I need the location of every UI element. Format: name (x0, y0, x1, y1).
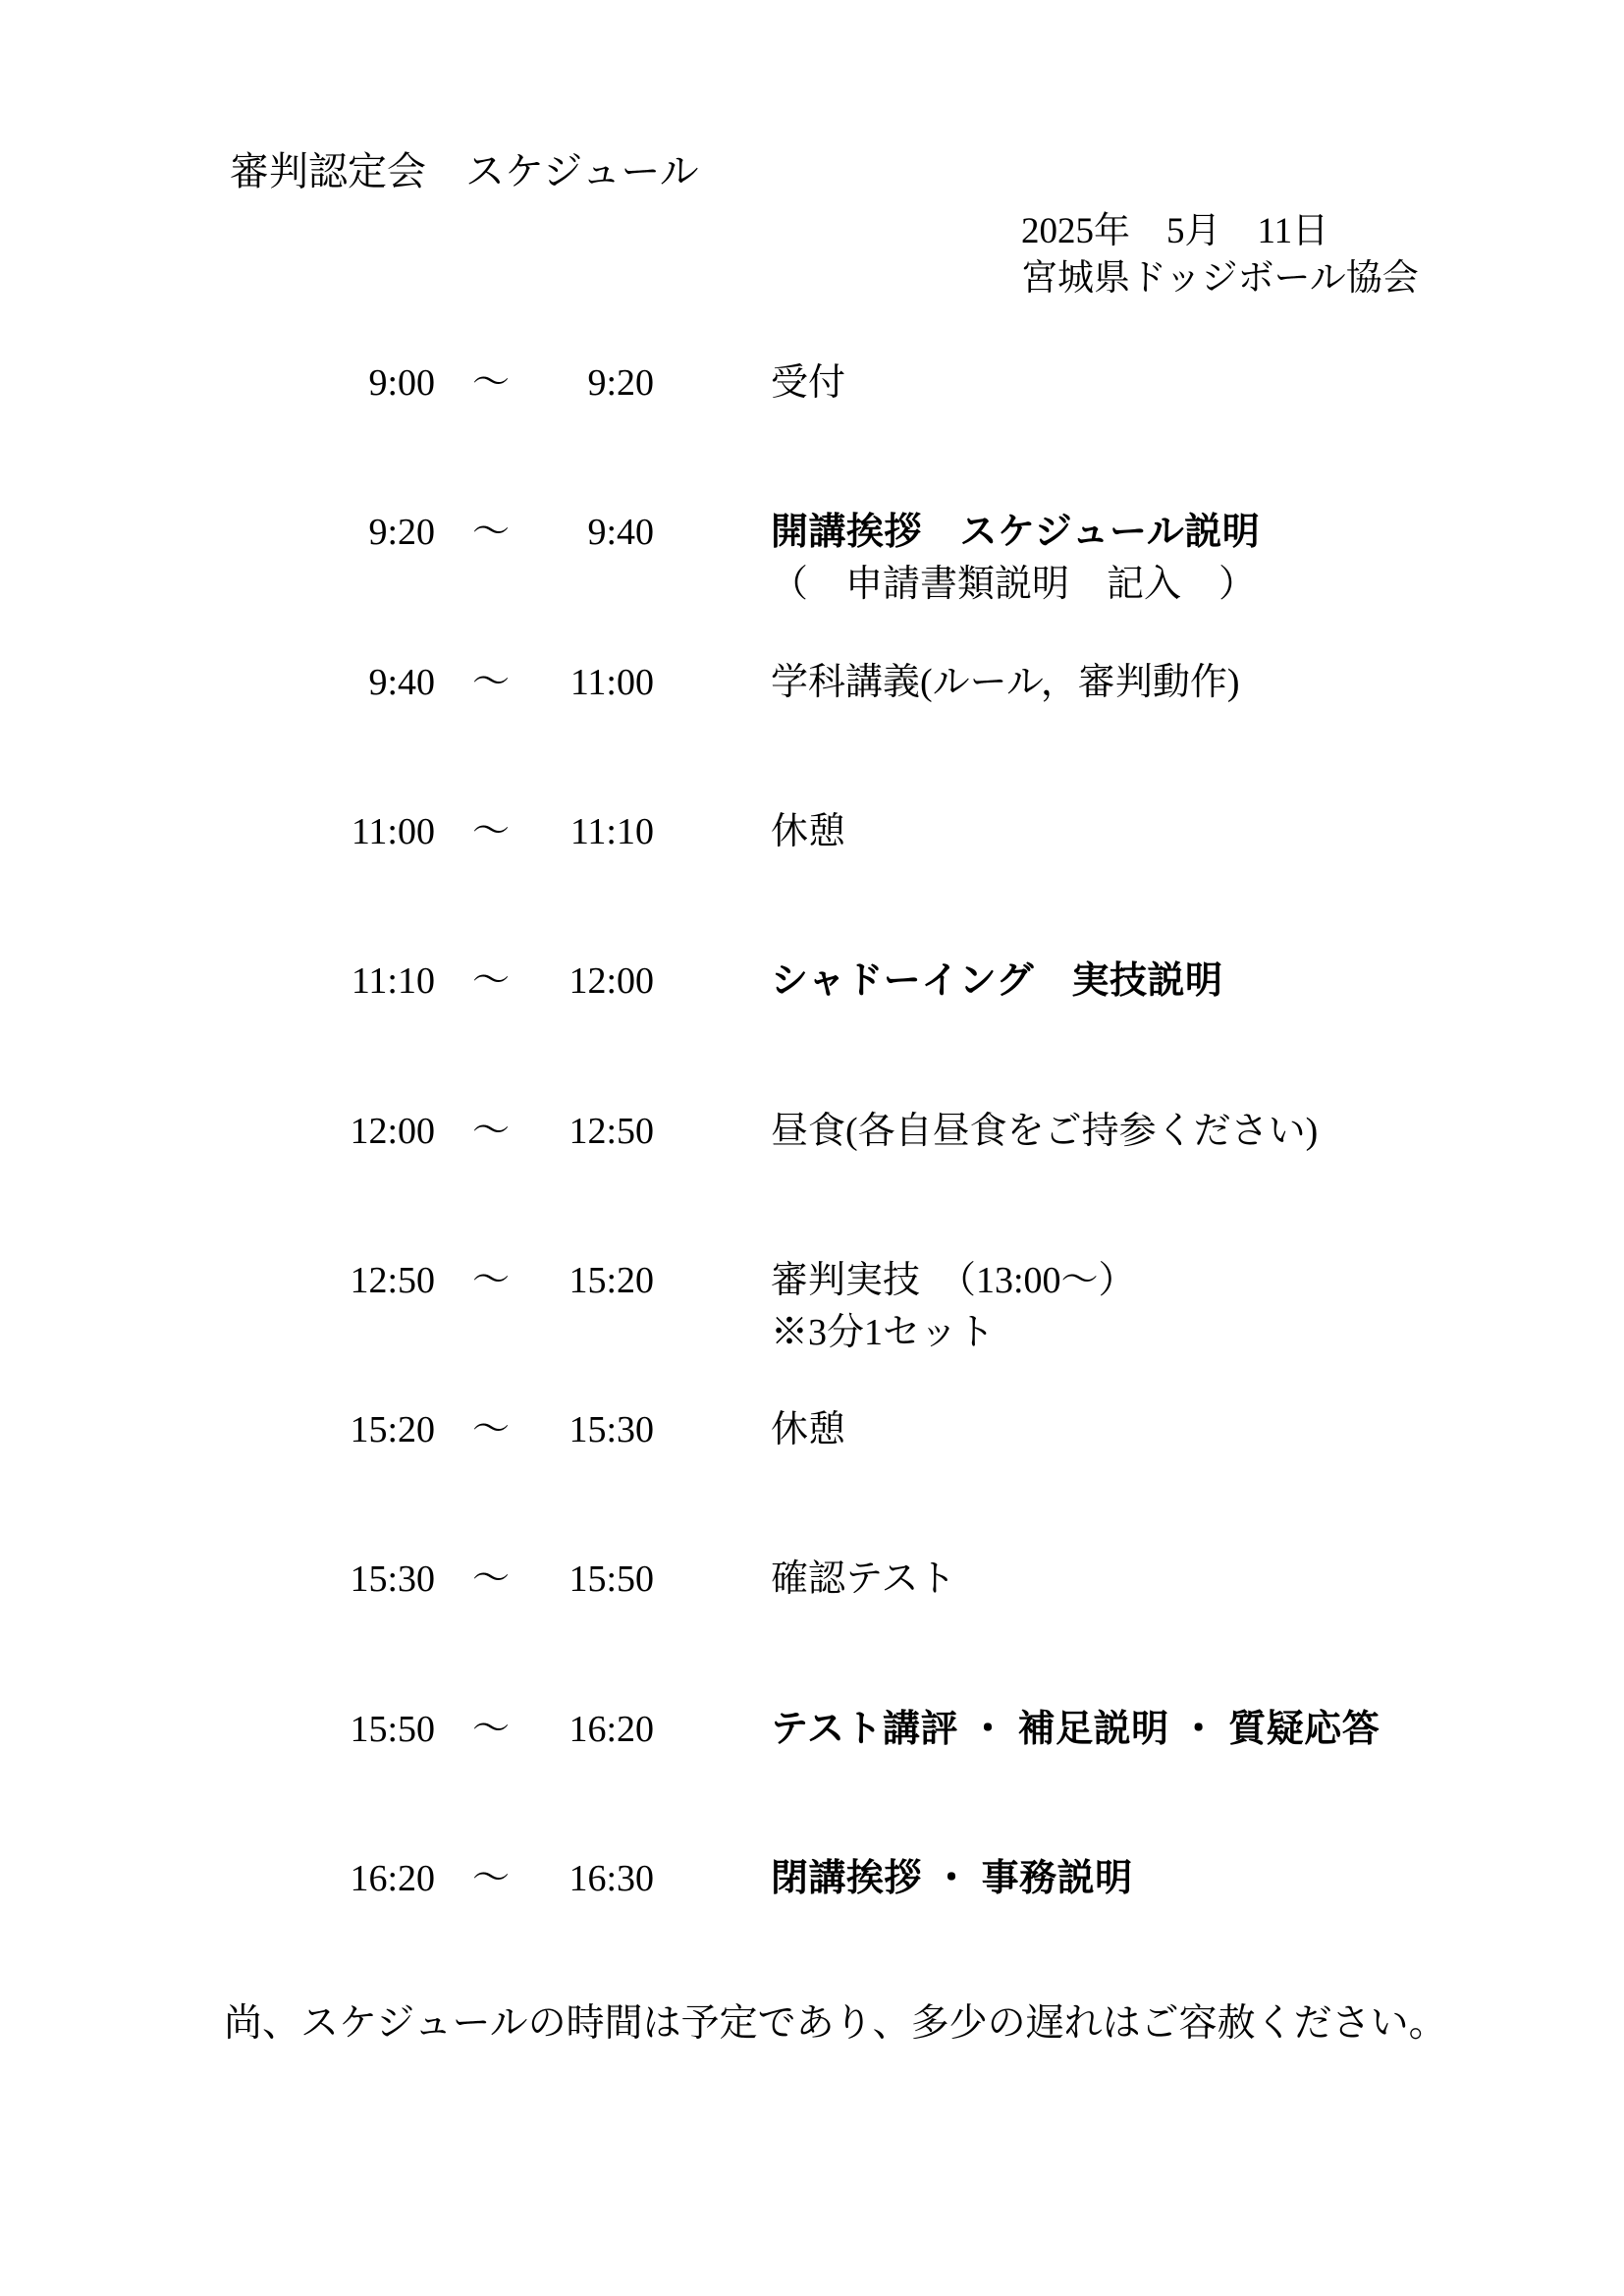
start-time: 11:10 (351, 960, 435, 1002)
activity-cell (771, 812, 845, 851)
activity-label: 休憩 (771, 1409, 846, 1450)
activity-label: 審判実技 （13:00～） (771, 1260, 1136, 1301)
end-time: 11:10 (569, 811, 654, 852)
end-time: 15:30 (568, 1409, 654, 1450)
activity-cell (771, 1261, 1136, 1352)
activity-label: 確認テスト (771, 1558, 956, 1600)
activity-cell (771, 1559, 955, 1599)
start-time: 16:20 (350, 1858, 435, 1899)
end-time: 16:30 (568, 1858, 654, 1899)
tilde-separator: ～ (471, 362, 510, 404)
start-time: 11:00 (351, 811, 435, 852)
end-time: 12:50 (568, 1111, 654, 1152)
tilde-separator: ～ (471, 1111, 510, 1152)
activity-label: 開講挨拶 スケジュール説明 (771, 512, 1261, 553)
end-time: 15:20 (568, 1260, 654, 1301)
end-time: 16:20 (568, 1709, 654, 1750)
tilde-separator: ～ (471, 811, 510, 852)
start-time: 15:30 (350, 1558, 435, 1600)
end-time: 11:00 (569, 662, 654, 703)
tilde-separator: ～ (471, 1858, 510, 1899)
activity-cell (771, 1710, 1380, 1749)
activity-cell (771, 961, 1222, 1001)
document-date: 2025年 5月 11日 (1021, 211, 1329, 251)
end-time: 15:50 (568, 1558, 654, 1600)
start-time: 15:50 (350, 1709, 435, 1750)
end-time: 12:00 (568, 960, 654, 1002)
organization-name: 宮城県ドッジボール協会 (1021, 258, 1419, 299)
activity-label: 受付 (771, 362, 846, 404)
page-title: 審判認定会 スケジュール (230, 149, 699, 193)
start-time: 9:00 (368, 362, 435, 404)
activity-label: 昼食(各自昼食をご持参ください) (771, 1111, 1319, 1152)
activity-cell (771, 1410, 845, 1449)
activity-cell (771, 363, 845, 403)
tilde-separator: ～ (471, 1260, 510, 1301)
end-time: 9:20 (587, 362, 654, 404)
activity-label: テスト講評 ・ 補足説明 ・ 質疑応答 (771, 1709, 1380, 1750)
start-time: 9:20 (368, 512, 435, 553)
activity-cell (771, 513, 1260, 604)
activity-cell (771, 1859, 1133, 1898)
activity-label: シャドーイング 実技説明 (771, 960, 1223, 1002)
activity-label: 休憩 (771, 811, 846, 852)
tilde-separator: ～ (471, 1409, 510, 1450)
tilde-separator: ～ (471, 662, 510, 703)
footer-note: 尚、スケジュールの時間は予定であり、多少の遅れはご容赦ください。 (224, 2002, 1447, 2045)
tilde-separator: ～ (471, 1709, 510, 1750)
start-time: 9:40 (368, 662, 435, 703)
activity-cell (771, 663, 1240, 702)
tilde-separator: ～ (471, 1558, 510, 1600)
tilde-separator: ～ (471, 512, 510, 553)
activity-label: 閉講挨拶 ・ 事務説明 (771, 1858, 1133, 1899)
start-time: 12:00 (350, 1111, 435, 1152)
activity-note: （ 申請書類説明 記入 ） (771, 564, 1257, 605)
start-time: 15:20 (350, 1409, 435, 1450)
start-time: 12:50 (350, 1260, 435, 1301)
end-time: 9:40 (587, 512, 654, 553)
tilde-separator: ～ (471, 960, 510, 1002)
activity-label: 学科講義(ルール，審判動作) (771, 662, 1240, 703)
activity-cell (771, 1112, 1318, 1151)
activity-note: ※3分1セット (771, 1312, 996, 1353)
